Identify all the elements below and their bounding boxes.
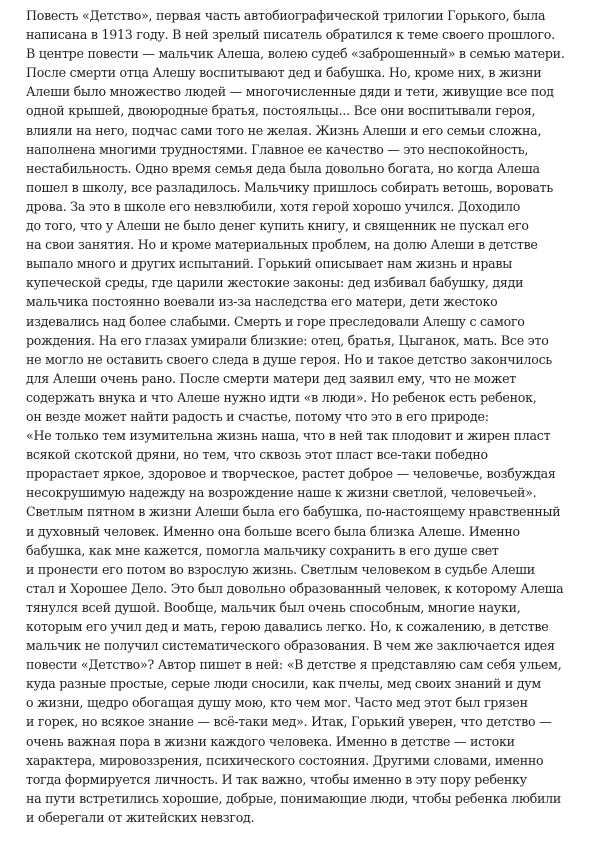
text-line: не могло не оставить своего следа в душе героя. Но и такое детство закончилось (26, 351, 553, 367)
text-line: «Не только тем изумительна жизнь наша, что в ней так плодовит и жирен пласт (26, 428, 551, 444)
text-line: В центре повести — мальчик Алеша, волею судеб «заброшенный» в семью матери. (26, 46, 565, 62)
text-line: рождения. На его глазах умирали близкие: отец, братья, Цыганок, мать. Все это (26, 332, 549, 348)
text-line: повести «Детство»? Автор пишет в ней: «В детстве я представляю сам себя ульем, (26, 657, 562, 673)
text-line: и пронести его потом во взрослую жизнь. Светлым человеком в судьбе Алеши (26, 561, 535, 577)
text-line: содержать внука и что Алеше нужно идти «в люди». Но ребенок есть ребенок, (26, 389, 537, 405)
text-line: очень важная пора в жизни каждого человека. Именно в детстве — истоки (26, 733, 515, 749)
text-line: на пути встретились хорошие, добрые, понимающие люди, чтобы ребенка любили (26, 790, 562, 806)
text-line: тянулся всей душой. Вообще, мальчик был очень способным, многие науки, (26, 599, 521, 615)
text-line: дрова. За это в школе его невзлюбили, хотя герой хорошо учился. Доходило (26, 198, 521, 214)
text-line: наполнена многими трудностями. Главное ее качество — это неспокойность, (26, 141, 529, 157)
text-line: куда разные простые, серые люди сносили, как пчелы, мед своих знаний и дум (26, 676, 541, 692)
text-line: и оберегали от житейских невзгод. (26, 809, 255, 825)
text-line: несокрушимую надежду на возрождение наше к жизни светлой, человечьей». (26, 485, 537, 501)
text-line: он везде может найти радость и счастье, потому что это в его природе: (26, 408, 489, 424)
text-line: пошел в школу, все разладилось. Мальчику пришлось собирать ветошь, воровать (26, 179, 553, 195)
text-line: мальчика постоянно воевали из-за наследства его матери, дети жестоко (26, 294, 498, 310)
text-line: влияли на него, подчас сами того не желая. Жизнь Алеши и его семьи сложна, (26, 122, 542, 138)
text-line: прорастает яркое, здоровое и творческое, растет доброе — человечье, возбуждая (26, 466, 556, 482)
text-line: тогда формируется личность. И так важно, чтобы именно в эту пору ребенку (26, 771, 527, 787)
essay-text (26, 6, 578, 827)
text-line: купеческой среды, где царили жестокие законы: дед избивал бабушку, дяди (26, 275, 524, 291)
text-line: всякой скотской дряни, но тем, что сквозь этот пласт все-таки победно (26, 447, 488, 463)
text-line: бабушка, как мне кажется, помогла мальчику сохранить в его душе свет (26, 542, 499, 558)
text-line: мальчик не получил систематического образования. В чем же заключается идея (26, 638, 555, 654)
text-line: на свои занятия. Но и кроме материальных проблем, на долю Алеши в детстве (26, 237, 538, 253)
text-line: Алеши было множество людей — многочисленные дяди и тети, живущие все под (26, 84, 554, 100)
text-line: После смерти отца Алешу воспитывают дед и бабушка. Но, кроме них, в жизни (26, 65, 542, 81)
text-line: выпало много и других испытаний. Горький описывает нам жизнь и нравы (26, 256, 513, 272)
text-line: характера, мировоззрения, психического состояния. Другими словами, именно (26, 752, 544, 768)
text-line: нестабильность. Одно время семья деда была довольно богата, но когда Алеша (26, 160, 540, 176)
text-line: которым его учил дед и мать, герою давались легко. Но, к сожалению, в детстве (26, 619, 549, 634)
text-line: издевались над более слабыми. Смерть и горе преследовали Алешу с самого (26, 313, 525, 329)
text-line: одной крышей, двоюродные братья, постояльцы... Все они воспитывали героя, (26, 103, 536, 119)
text-line: и горек, но всякое знание — всё-таки мед». Итак, Горький уверен, что детство — (26, 714, 552, 730)
text-line: и духовный человек. Именно она больше всего была близка Алеше. Именно (26, 523, 520, 539)
text-line: для Алеши очень рано. После смерти матери дед заявил ему, что не может (26, 370, 517, 386)
text-line: стал и Хорошее Дело. Это был довольно образованный человек, к которому Алеша (26, 580, 564, 596)
text-line: Светлым пятном в жизни Алеши была его бабушка, по-настоящему нравственный (26, 504, 561, 520)
text-line: Повесть «Детство», первая часть автобиографической трилогии Горького, была (26, 8, 546, 23)
text-line: о жизни, щедро обогащая душу мою, кто чем мог. Часто мед этот был грязен (26, 695, 528, 711)
text-line: написана в 1913 году. В ней зрелый писатель обратился к теме своего прошлого. (26, 27, 555, 43)
text-line: до того, что у Алеши не было денег купить книгу, и священник не пускал его (26, 218, 529, 234)
